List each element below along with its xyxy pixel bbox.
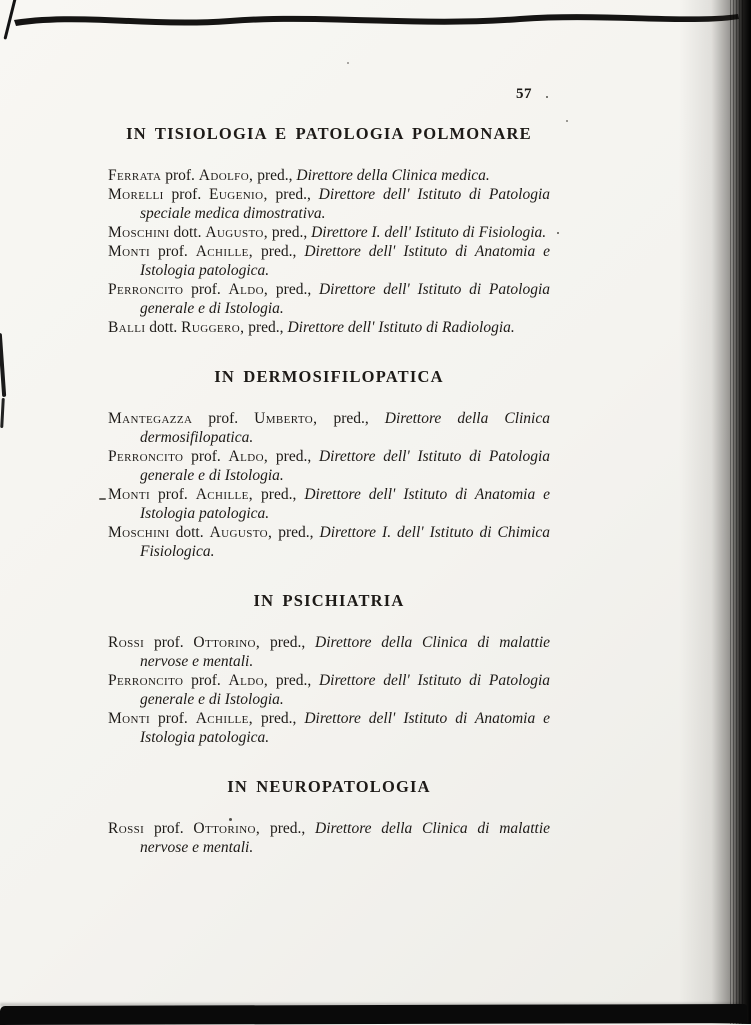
entry-surname: Ferrata [108,167,162,184]
entry-surname: Mantegazza [108,410,193,427]
entry-title: prof. [158,243,188,260]
faculty-entry [108,280,550,318]
scan-artifact-top-edge [0,0,751,40]
entry-role: Direttore dell' Istituto di Radiologia. [287,319,515,336]
entry-surname: Moschini [108,224,170,241]
entry-given-name: Ottorino, [193,634,261,651]
entry-given-name: Umberto, [254,410,318,427]
entry-title: prof. [191,281,221,298]
scan-artifact-left-mark [0,333,6,397]
entry-given-name: Achille, [195,243,254,260]
entry-surname: Perroncito [108,281,184,298]
entry-title: prof. [191,448,221,465]
entry-role: Direttore dell' Istituto di Patologia generale e di Istologia. [140,281,551,317]
entry-title: prof. [208,410,239,427]
entry-surname: Rossi [108,820,145,837]
scan-speck [99,498,106,500]
entry-title: prof. [158,710,188,727]
entry-given-name: Aldo, [228,281,269,298]
entry-pred: pred., [275,281,312,298]
scan-speck [546,96,548,98]
entry-pred: pred., [261,243,297,260]
entry-given-name: Aldo, [228,672,269,689]
entry-surname: Perroncito [108,672,184,689]
faculty-entry [108,409,550,447]
faculty-entry [108,185,550,223]
faculty-entry [108,485,550,523]
entry-role: Direttore dell' Istituto di Anatomia e Istologia patologica. [140,486,551,522]
entry-surname: Morelli [108,186,164,203]
section-heading: IN NEUROPATOLOGIA [227,777,431,796]
entry-pred: pred., [275,186,311,203]
faculty-entry [108,819,550,857]
entry-role: Direttore dell' Istituto di Patologia speciale medica dimostrativa. [140,186,551,222]
faculty-entry [108,709,550,747]
entry-pred: pred., [269,820,306,837]
section-heading: IN PSICHIATRIA [253,591,405,610]
page-number: 57 [516,86,532,102]
entry-surname: Monti [108,486,151,503]
entry-title: dott. [149,319,178,336]
entry-surname: Perroncito [108,448,184,465]
entry-given-name: Achille, [195,710,254,727]
entry-title: prof. [153,634,184,651]
faculty-entry [108,318,550,337]
entry-pred: pred., [261,486,297,503]
entry-surname: Monti [108,243,151,260]
entry-given-name: Augusto, [205,224,269,241]
entry-pred: pred., [275,448,312,465]
scan-artifact-pen-mark [3,0,17,40]
entry-role: Direttore dell' Istituto di Anatomia e Istologia patologica. [140,243,551,279]
entry-role: Direttore dell' Istituto di Anatomia e Istologia patologica. [140,710,551,746]
entry-title: prof. [153,820,184,837]
entry-title: prof. [191,672,221,689]
entry-role: Direttore I. dell' Istituto di Chimica Fisiologica. [140,524,551,560]
scan-speck [557,232,559,234]
entry-pred: pred., [275,672,312,689]
section-heading: IN DERMOSIFILOPATICA [214,367,444,386]
scan-speck [347,62,349,64]
entry-role: Direttore della Clinica di malattie nervose e mentali. [140,820,551,856]
entry-surname: Rossi [108,634,145,651]
entry-pred: pred., [333,410,369,427]
entry-given-name: Adolfo, [198,167,254,184]
entry-given-name: Eugenio, [209,186,268,203]
entry-given-name: Augusto, [209,524,273,541]
page-content [108,124,550,857]
faculty-entry [108,671,550,709]
entry-title: prof. [165,167,195,184]
entry-title: prof. [171,186,202,203]
entry-given-name: Ruggero, [181,319,245,336]
entry-role: Direttore della Clinica dermosifilopatica. [140,410,550,446]
entry-pred: pred., [257,167,293,184]
entry-pred: pred., [271,224,308,241]
scan-artifact-page-edges [728,0,744,1024]
faculty-entry [108,166,550,185]
entry-role: Direttore dell' Istituto di Patologia generale e di Istologia. [140,448,551,484]
scan-artifact-left-mark [0,398,5,428]
entry-surname: Balli [108,319,146,336]
scan-speck [566,120,568,122]
entry-role: Direttore I. dell' Istituto di Fisiologia. [311,224,547,241]
entry-pred: pred., [248,319,284,336]
faculty-entry [108,633,550,671]
entry-title: dott. [175,524,204,541]
section-heading: IN TISIOLOGIA E PATOLOGIA POLMONARE [126,124,532,143]
faculty-entry [108,242,550,280]
scan-artifact-bottom-edge [0,1004,747,1025]
entry-surname: Monti [108,710,151,727]
entry-title: prof. [158,486,188,503]
entry-role: Direttore della Clinica di malattie nervose e mentali. [140,634,551,670]
entry-role: Direttore dell' Istituto di Patologia generale e di Istologia. [140,672,551,708]
entry-given-name: Ottorino, [193,820,261,837]
entry-pred: pred., [278,524,314,541]
faculty-entry [108,223,550,242]
faculty-entry [108,523,550,561]
entry-title: dott. [173,224,202,241]
entry-pred: pred., [261,710,297,727]
entry-given-name: Achille, [195,486,254,503]
entry-role: Direttore della Clinica medica. [296,167,490,184]
entry-given-name: Aldo, [228,448,269,465]
entry-surname: Moschini [108,524,170,541]
faculty-entry [108,447,550,485]
entry-pred: pred., [269,634,306,651]
